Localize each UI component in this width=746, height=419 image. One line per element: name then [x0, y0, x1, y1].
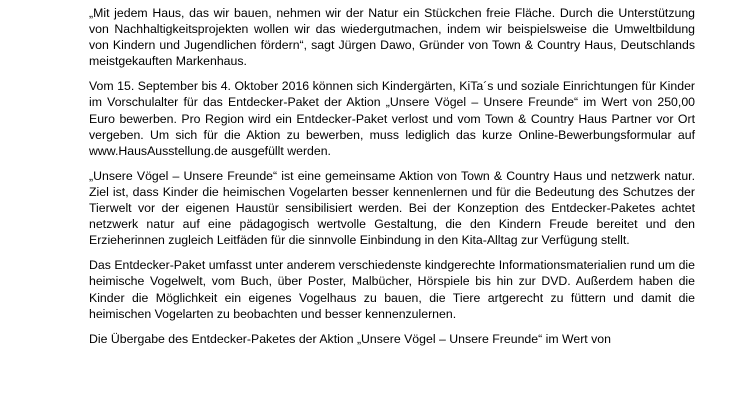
paragraph-joint-campaign: „Unsere Vögel – Unsere Freunde“ ist eine gemeinsame Aktion von Town & Country Haus und netzwerk natur. Ziel ist, dass Kinder die heimischen Vogelarten besser kennenlernen und für die Bedeutung des Schutzes der Tierwelt vor der eigenen Haustür sensibilisiert werden. Bei der Konzeption des Entdecker-Paketes achtet netzwerk natur auf eine pädagogisch wertvolle Gestaltung, die den Kindern Freude bereitet und den Erzieherinnen zugleich Leitfäden für die sinnvolle Einbindung in den Kita-Alltag zur Verfügung stellt. — [89, 168, 695, 248]
paragraph-handover: Die Übergabe des Entdecker-Paketes der Aktion „Unsere Vögel – Unsere Freunde“ im Wert von — [89, 331, 611, 346]
paragraph-application-period: Vom 15. September bis 4. Oktober 2016 können sich Kindergärten, KiTa´s und soziale Einrichtungen für Kinder im Vorschulalter für das Entdecker-Paket der Aktion „Unsere Vögel – Unsere Freunde“ im Wert von 250,00 Euro bewerben. Pro Region wird ein Entdecker-Paket verlost und vom Town & Country Haus Partner vor Ort vergeben. Um sich für die Aktion zu bewerben, muss lediglich das kurze Online-Bewerbungsformular auf www.HausAusstellung.de ausgefüllt werden. — [89, 79, 695, 158]
document-page — [89, 5, 695, 356]
paragraph-package-contents: Das Entdecker-Paket umfasst unter anderem verschiedenste kindgerechte Informationsmaterialien rund um die heimische Vogelwelt, vom Buch, über Poster, Malbücher, Hörspiele bis hin zur DVD. Außerdem haben die Kinder die Möglichkeit ein eigenes Vogelhaus zu bauen, die Tiere artgerecht zu füttern und damit die heimischen Vogelarten zu beobachten und besser kennenzulernen. — [89, 258, 695, 321]
paragraph-quote-dawo: „Mit jedem Haus, das wir bauen, nehmen wir der Natur ein Stückchen freie Fläche. Durch die Unterstützung von Nachhaltigkeitsprojekten wollen wir das wiedergutmachen, indem wir beispielsweise die Umweltbildung von Kindern und Jugendlichen fördern“, sagt Jürgen Dawo, Gründer von Town & Country Haus, Deutschlands meistgekauften Markenhaus. — [89, 6, 695, 69]
